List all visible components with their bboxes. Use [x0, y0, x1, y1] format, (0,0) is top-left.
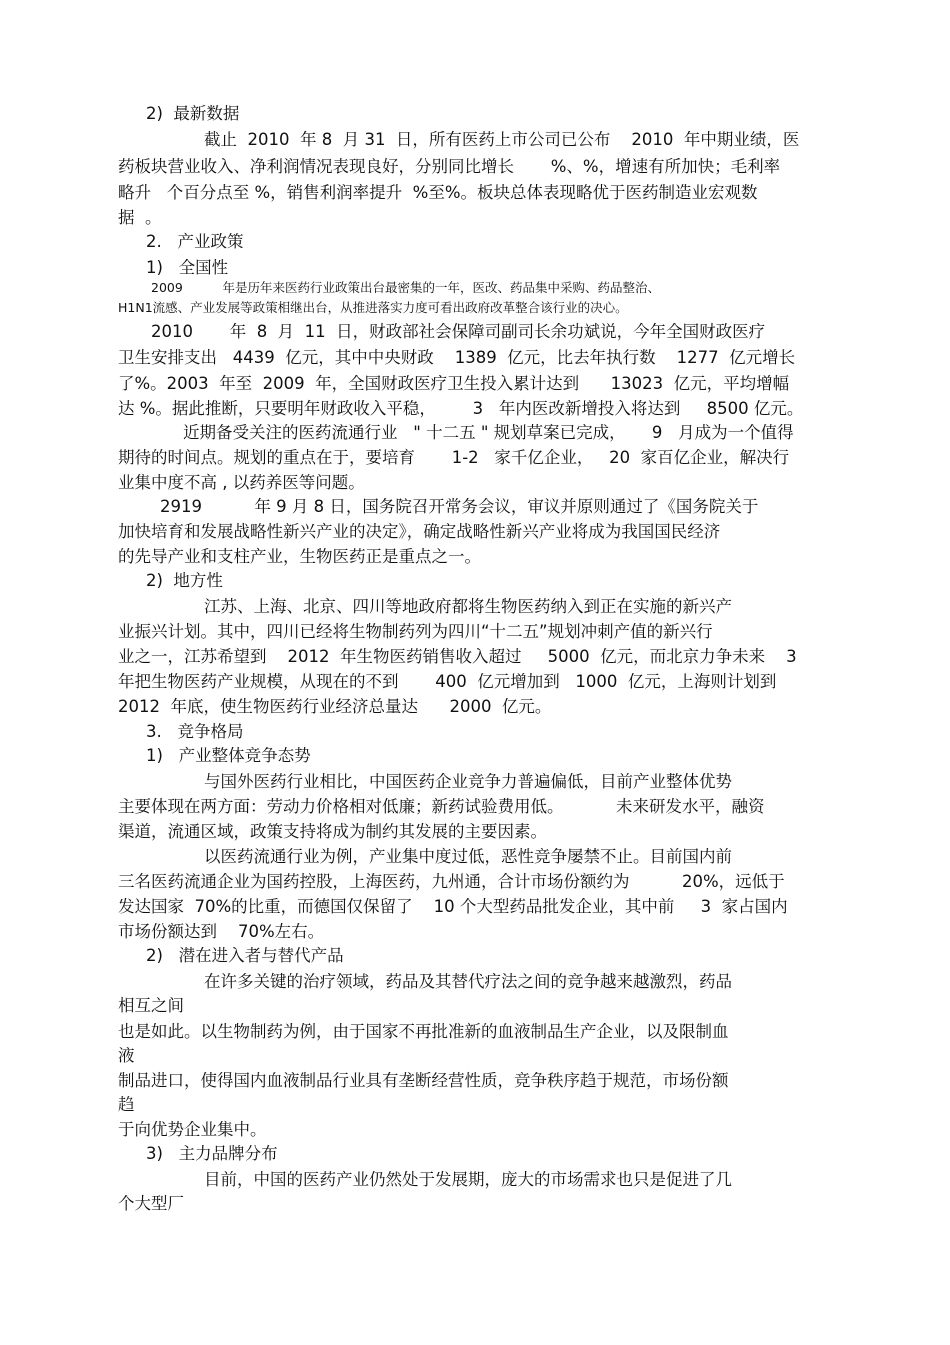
paragraph-line: 2010 年 8 月 11 日，财政部社会保障司副司长余功斌说，今年全国财政医疗: [151, 322, 766, 341]
heading-main-brands: 3) 主力品牌分布: [146, 1144, 278, 1163]
paragraph-line: 年把生物医药产业规模，从现在的不到 400 亿元增加到 1000 亿元，上海则计划到: [118, 672, 777, 691]
paragraph-line: H1N1流感、产业发展等政策相继出台，从推进落实力度可看出政府改革整合该行业的决心。: [118, 300, 628, 315]
paragraph-line: 趋: [118, 1095, 135, 1114]
heading-national: 1) 全国性: [146, 258, 229, 277]
paragraph-line: 加快培育和发展战略性新兴产业的决定》，确定战略性新兴产业将成为我国国民经济: [118, 522, 721, 541]
paragraph-line: 个大型厂: [118, 1194, 184, 1213]
heading-latest-data: 2) 最新数据: [146, 104, 240, 123]
paragraph-line: 目前，中国的医药产业仍然处于发展期，庞大的市场需求也只是促进了几: [204, 1170, 732, 1189]
paragraph-line: 2012 年底，使生物医药行业经济总量达 2000 亿元。: [118, 697, 552, 716]
paragraph-line: 略升 个百分点至 %，销售利润率提升 %至%。板块总体表现略优于医药制造业宏观数: [118, 183, 758, 202]
paragraph-line: 2919 年 9 月 8 日，国务院召开常务会议，审议并原则通过了《国务院关于: [160, 497, 759, 516]
paragraph-line: 2009 年是历年来医药行业政策出台最密集的一年，医改、药品集中采购、药品整治、: [151, 280, 661, 295]
paragraph-line: 三名医药流通企业为国药控股，上海医药，九州通，合计市场份额约为 20%，远低于: [118, 872, 785, 891]
paragraph-line: 截止 2010 年 8 月 31 日，所有医药上市公司已公布 2010 年中期业绩，医: [204, 130, 800, 149]
paragraph-line: 以医药流通行业为例，产业集中度过低，恶性竞争屡禁不止。目前国内前: [204, 847, 732, 866]
paragraph-line: 也是如此。以生物制药为例，由于国家不再批准新的血液制品生产企业，以及限制血: [118, 1022, 729, 1041]
paragraph-line: 业集中度不高 , 以药养医等问题。: [118, 473, 365, 492]
paragraph-line: 据 。: [118, 208, 162, 227]
paragraph-line: 市场份额达到 70%左右。: [118, 922, 325, 941]
paragraph-line: 相互之间: [118, 996, 184, 1015]
heading-competition: 3. 竞争格局: [146, 722, 244, 741]
paragraph-line: 药板块营业收入、净利润情况表现良好，分别同比增长 %、%，增速有所加快；毛利率: [118, 157, 781, 176]
paragraph-line: 主要体现在两方面：劳动力价格相对低廉；新药试验费用低。 未来研发水平，融资: [118, 797, 765, 816]
paragraph-line: 于向优势企业集中。: [118, 1120, 267, 1139]
paragraph-line: 了%。2003 年至 2009 年，全国财政医疗卫生投入累计达到 13023 亿元，平均增幅: [118, 374, 790, 393]
heading-local: 2) 地方性: [146, 571, 223, 590]
paragraph-line: 近期备受关注的医药流通行业 " 十二五 " 规划草案已完成， 9 月成为一个值得: [183, 423, 794, 442]
heading-entrants-substitutes: 2) 潜在进入者与替代产品: [146, 946, 344, 965]
paragraph-line: 业振兴计划。其中，四川已经将生物制药列为四川“十二五”规划冲刺产值的新兴行: [118, 622, 713, 641]
paragraph-line: 卫生安排支出 4439 亿元，其中中央财政 1389 亿元，比去年执行数 1277 亿元增长: [118, 348, 796, 367]
paragraph-line: 达 %。据此推断，只要明年财政收入平稳， 3 年内医改新增投入将达到 8500 亿元。: [118, 399, 804, 418]
heading-overall-competition: 1) 产业整体竞争态势: [146, 746, 311, 765]
paragraph-line: 在许多关键的治疗领域，药品及其替代疗法之间的竞争越来越激烈，药品: [204, 972, 732, 991]
paragraph-line: 期待的时间点。规划的重点在于，要培育 1-2 家千亿企业， 20 家百亿企业，解决行: [118, 448, 790, 467]
paragraph-line: 液: [118, 1046, 135, 1065]
paragraph-line: 制品进口，使得国内血液制品行业具有垄断经营性质，竞争秩序趋于规范，市场份额: [118, 1071, 729, 1090]
paragraph-line: 的先导产业和支柱产业，生物医药正是重点之一。: [118, 547, 481, 566]
heading-industry-policy: 2. 产业政策: [146, 232, 244, 251]
paragraph-line: 发达国家 70%的比重，而德国仅保留了 10 个大型药品批发企业，其中前 3 家占国内: [118, 897, 788, 916]
paragraph-line: 与国外医药行业相比，中国医药企业竞争力普遍偏低，目前产业整体优势: [204, 772, 732, 791]
paragraph-line: 业之一，江苏希望到 2012 年生物医药销售收入超过 5000 亿元，而北京力争未来 3: [118, 647, 797, 666]
paragraph-line: 江苏、上海、北京、四川等地政府都将生物医药纳入到正在实施的新兴产: [204, 597, 732, 616]
paragraph-line: 渠道，流通区域，政策支持将成为制约其发展的主要因素。: [118, 822, 547, 841]
